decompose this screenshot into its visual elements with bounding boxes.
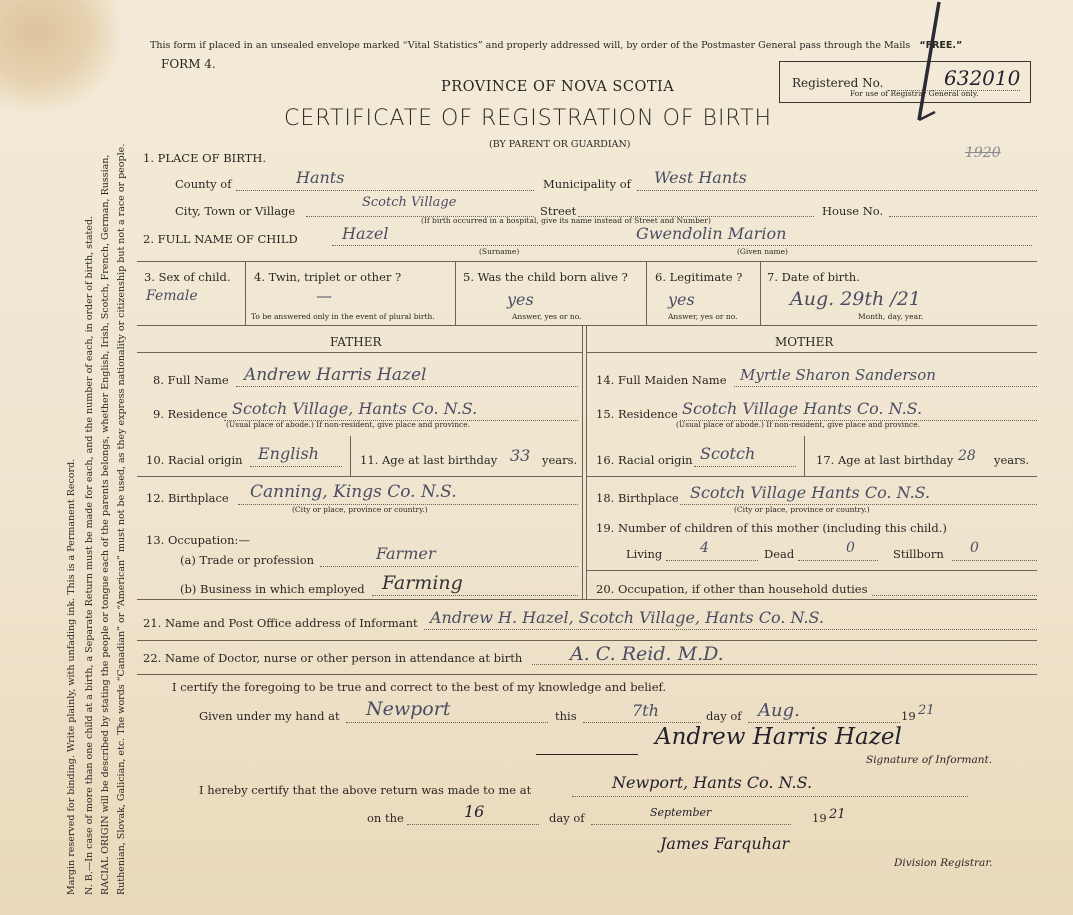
stillborn-label: Stillborn: [893, 547, 944, 561]
twin-value: —: [316, 286, 332, 305]
free-notice: “FREE.”: [919, 40, 963, 51]
certificate-title: CERTIFICATE OF REGISTRATION OF BIRTH: [284, 106, 773, 131]
mother-city-note: (City or place, province or country.): [734, 505, 870, 514]
alive-value: yes: [507, 290, 534, 309]
alive-label: 5. Was the child born alive ?: [463, 270, 628, 284]
registered-label: Registered No.: [792, 76, 884, 90]
father-trade-value: Farmer: [376, 544, 436, 563]
stillborn-value: 0: [970, 540, 979, 556]
given-year-prefix: 19: [901, 709, 916, 723]
mother-birthplace-value: Scotch Village Hants Co. N.S.: [690, 483, 931, 502]
father-business-label: (b) Business in which employed: [180, 582, 365, 596]
mother-age-label: 17. Age at last birthday: [816, 453, 954, 467]
living-value: 4: [700, 540, 709, 556]
house-no-label: House No.: [822, 204, 884, 218]
mother-occupation-label: 20. Occupation, if other than household duties: [596, 582, 868, 596]
given-month: Aug.: [758, 700, 800, 721]
father-name-label: 8. Full Name: [153, 373, 229, 387]
surname-caption: (Surname): [479, 247, 520, 256]
municipality-value: West Hants: [654, 168, 747, 187]
city-value: Scotch Village: [362, 195, 457, 210]
mother-residence-value: Scotch Village Hants Co. N.S.: [682, 399, 923, 418]
mother-name-label: 14. Full Maiden Name: [596, 373, 727, 387]
dob-note: Month, day, year.: [858, 312, 924, 321]
dob-label: 7. Date of birth.: [767, 270, 860, 284]
registrar-caption: Division Registrar.: [894, 857, 993, 869]
return-place: Newport, Hants Co. N.S.: [612, 773, 813, 792]
registered-number: 632010: [944, 66, 1021, 90]
doctor-label: 22. Name of Doctor, nurse or other person in attendance at birth: [143, 651, 523, 665]
father-business-value: Farming: [382, 572, 463, 594]
registration-year: 21: [829, 807, 846, 822]
sex-label: 3. Sex of child.: [144, 270, 231, 284]
father-abode-note: (Usual place of abode.) If non-resident, give place and province.: [226, 420, 471, 429]
registration-year-prefix: 19: [812, 811, 827, 825]
father-racial-label: 10. Racial origin: [146, 453, 243, 467]
mother-racial-value: Scotch: [700, 444, 756, 463]
mother-residence-label: 15. Residence: [596, 407, 678, 421]
hospital-note: (If birth occurred in a hospital, give its name instead of Street and Number): [421, 216, 711, 225]
dead-value: 0: [846, 540, 855, 556]
registrar-signature: James Farquhar: [660, 834, 790, 853]
child-name-label: 2. FULL NAME OF CHILD: [143, 232, 298, 246]
return-label: I hereby certify that the above return was made to me at: [199, 783, 532, 797]
certify-text: I certify the foregoing to be true and correct to the best of my knowledge and belief.: [172, 680, 667, 694]
father-residence-label: 9. Residence: [153, 407, 228, 421]
doctor-value: A. C. Reid. M.D.: [570, 643, 724, 665]
informant-label: 21. Name and Post Office address of Informant: [143, 616, 418, 630]
this-label: this: [555, 709, 577, 723]
child-surname: Hazel: [342, 224, 389, 243]
dob-value: Aug. 29th /21: [790, 288, 921, 310]
informant-signature: Andrew Harris Hazel: [655, 724, 902, 750]
father-trade-label: (a) Trade or profession: [180, 553, 315, 567]
mother-age-value: 28: [958, 448, 976, 464]
mother-name-value: Myrtle Sharon Sanderson: [740, 366, 936, 384]
pencil-mark: [905, 0, 945, 140]
signature-caption: Signature of Informant.: [866, 754, 993, 766]
side-note-racial: RACIAL ORIGIN will be described by stating the people or tongue each of the parents belongs, whether English, Irish, Scotch, French, German, Russian,: [100, 154, 111, 895]
twin-note: To be answered only in the event of plural birth.: [251, 312, 435, 321]
father-birthplace-value: Canning, Kings Co. N.S.: [250, 482, 457, 502]
father-birthplace-label: 12. Birthplace: [146, 491, 229, 505]
given-day: 7th: [632, 701, 659, 720]
day-of-label: day of: [706, 709, 742, 723]
father-occupation-label: 13. Occupation:—: [146, 533, 250, 547]
father-age-label: 11. Age at last birthday: [360, 453, 498, 467]
father-name-value: Andrew Harris Hazel: [244, 365, 427, 385]
province-heading: PROVINCE OF NOVA SCOTIA: [441, 79, 675, 95]
father-residence-value: Scotch Village, Hants Co. N.S.: [232, 399, 478, 418]
side-note-racial-2: Ruthenian, Slovak, Galician, etc. The words “Canadian” or “American” must not be used, as they express nationality or citizenship but not a race or people.: [116, 143, 127, 895]
side-note-nb: N. B.—In case of more than one child at a birth, a Separate Return must be made for each, and the number of each, in order of birth, stated.: [84, 215, 95, 895]
dead-label: Dead: [764, 547, 795, 561]
given-place: Newport: [366, 698, 451, 720]
mother-birthplace-label: 18. Birthplace: [596, 491, 679, 505]
father-racial-value: English: [258, 444, 319, 463]
mother-racial-label: 16. Racial origin: [596, 453, 693, 467]
twin-label: 4. Twin, triplet or other ?: [254, 270, 402, 284]
form-number: FORM 4.: [161, 57, 216, 71]
child-given-name: Gwendolin Marion: [636, 224, 787, 243]
registration-day-of: day of: [549, 811, 585, 825]
alive-note: Answer, yes or no.: [512, 312, 582, 321]
county-label: County of: [175, 177, 232, 191]
father-years: years.: [542, 453, 578, 467]
certificate-subtitle: (BY PARENT OR GUARDIAN): [489, 139, 631, 150]
father-age-value: 33: [510, 446, 531, 465]
top-notice: This form if placed in an unsealed envelope marked “Vital Statistics” and properly addressed will, by order of the Postmaster General pass through the Mails “FREE.”: [150, 40, 963, 51]
father-heading: FATHER: [330, 335, 382, 349]
mother-children-label: 19. Number of children of this mother (including this child.): [596, 521, 947, 535]
side-note-margin: Margin reserved for binding. Write plainly, with unfading ink. This is a Permanent Record.: [66, 458, 77, 895]
place-of-birth-heading: 1. PLACE OF BIRTH.: [143, 151, 267, 165]
father-city-note: (City or place, province or country.): [292, 505, 428, 514]
registration-day: 16: [464, 802, 485, 821]
living-label: Living: [626, 547, 663, 561]
corner-number: 1920: [965, 145, 1001, 161]
registrar-use-note: For use of Registrar General only.: [850, 89, 979, 98]
city-label: City, Town or Village: [175, 204, 296, 218]
municipality-label: Municipality of: [543, 177, 631, 191]
given-year: 21: [918, 703, 935, 718]
paper-stain: [0, 0, 120, 110]
legitimate-label: 6. Legitimate ?: [655, 270, 743, 284]
legitimate-value: yes: [668, 290, 695, 309]
registration-month: September: [650, 806, 712, 819]
informant-value: Andrew H. Hazel, Scotch Village, Hants Co. N.S.: [430, 608, 825, 627]
on-the-label: on the: [367, 811, 404, 825]
street-label: Street: [540, 204, 577, 218]
given-name-caption: (Given name): [737, 247, 788, 256]
given-under-label: Given under my hand at: [199, 709, 340, 723]
county-value: Hants: [296, 168, 345, 187]
sex-value: Female: [146, 288, 198, 304]
mother-heading: MOTHER: [775, 335, 834, 349]
mother-abode-note: (Usual place of abode.) If non-resident, give place and province.: [676, 420, 921, 429]
mother-years: years.: [994, 453, 1030, 467]
legitimate-note: Answer, yes or no.: [668, 312, 738, 321]
